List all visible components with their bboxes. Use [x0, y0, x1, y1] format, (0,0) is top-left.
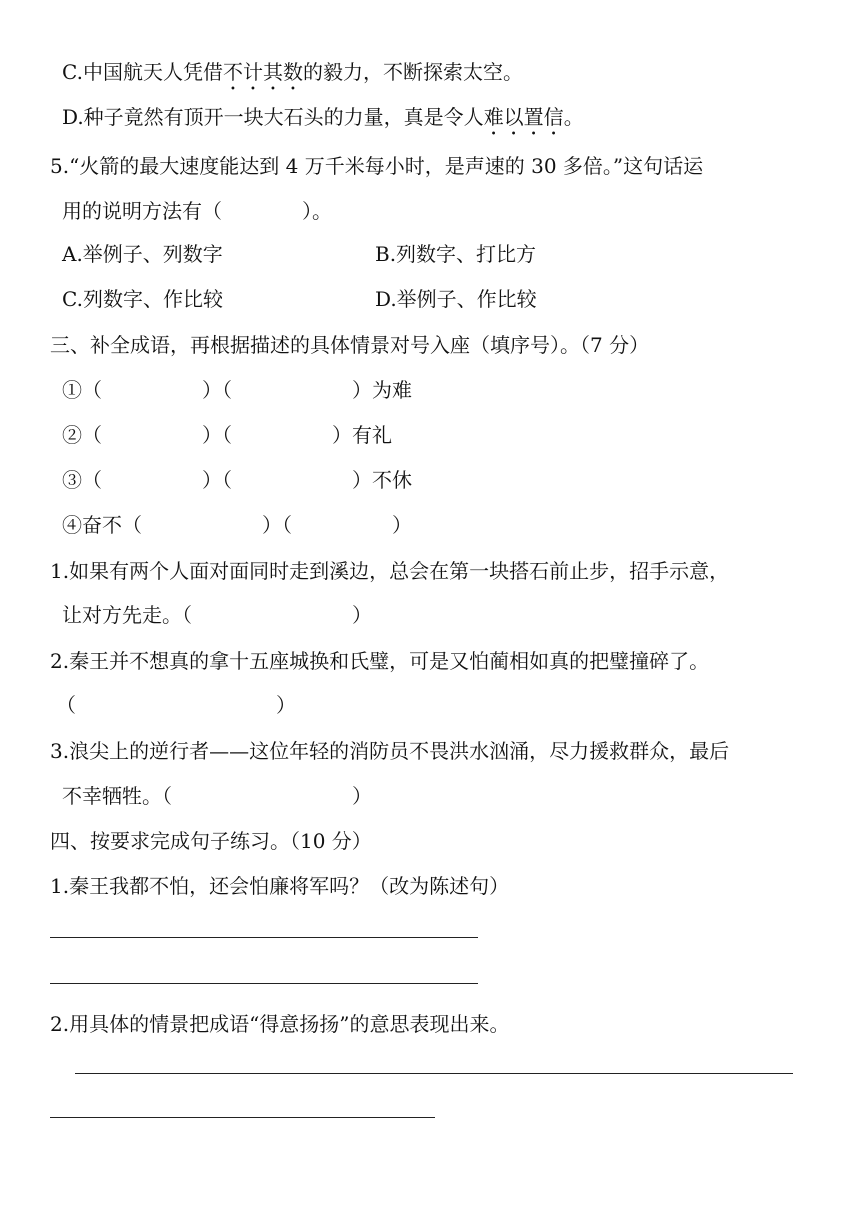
q4-option-d-text: D.种子竟然有顶开一块大石头的力量，真是令人: [62, 105, 484, 129]
scenario-2-line1: 2.秦王并不想真的拿十五座城换和氏璧，可是又怕蔺相如真的把璧撞碎了。: [50, 649, 710, 673]
q4-option-d-text-end: 。: [563, 105, 584, 129]
q5-option-b: B.列数字、打比方: [375, 242, 537, 266]
scenario-2-line2: （ ）: [56, 693, 296, 717]
answer-line: [75, 1073, 793, 1074]
section4-q2: 2.用具体的情景把成语“得意扬扬”的意思表现出来。: [50, 1012, 510, 1036]
q4-option-c: [62, 58, 523, 95]
q5-stem-line1: 5.“火箭的最大速度能达到 4 万千米每小时，是声速的 30 多倍。”这句话运: [50, 154, 704, 178]
scenario-1-line1: 1.如果有两个人面对面同时走到溪边，总会在第一块搭石前止步，招手示意，: [50, 559, 730, 583]
q5-option-c: C.列数字、作比较: [62, 287, 223, 311]
q5-stem-line2: 用的说明方法有（ ）。: [62, 199, 332, 223]
idiom-2: ②（ ）（ ）有礼: [62, 423, 392, 447]
scenario-1-line2: 让对方先走。（ ）: [62, 603, 372, 627]
idiom-3: ③（ ）（ ）不休: [62, 468, 412, 492]
q4-option-c-text-end: 的毅力，不断探索太空。: [302, 60, 523, 84]
q4-option-d-emphasis: 难以置信: [483, 105, 564, 129]
idiom-1: ①（ ）（ ）为难: [62, 378, 412, 402]
q5-option-a: A.举例子、列数字: [62, 242, 223, 266]
q4-option-c-text: C.中国航天人凭借: [62, 60, 223, 84]
section4-q1: 1.秦王我都不怕，还会怕廉将军吗？（改为陈述句）: [50, 874, 510, 898]
answer-line: [50, 983, 478, 984]
answer-line: [50, 937, 478, 938]
section4-heading: 四、按要求完成句子练习。（10 分）: [50, 829, 372, 853]
scenario-3-line2: 不幸牺牲。（ ）: [62, 784, 372, 808]
answer-line: [50, 1117, 435, 1118]
idiom-4: ④奋不（ ）（ ）: [62, 513, 412, 537]
scenario-3-line1: 3.浪尖上的逆行者——这位年轻的消防员不畏洪水汹涌，尽力援救群众，最后: [50, 739, 730, 763]
q4-option-d: [62, 103, 584, 140]
q5-option-d: D.举例子、作比较: [375, 287, 537, 311]
section3-heading: 三、补全成语，再根据描述的具体情景对号入座（填序号）。（7 分）: [50, 333, 650, 357]
q4-option-c-emphasis: 不计其数: [222, 60, 303, 84]
